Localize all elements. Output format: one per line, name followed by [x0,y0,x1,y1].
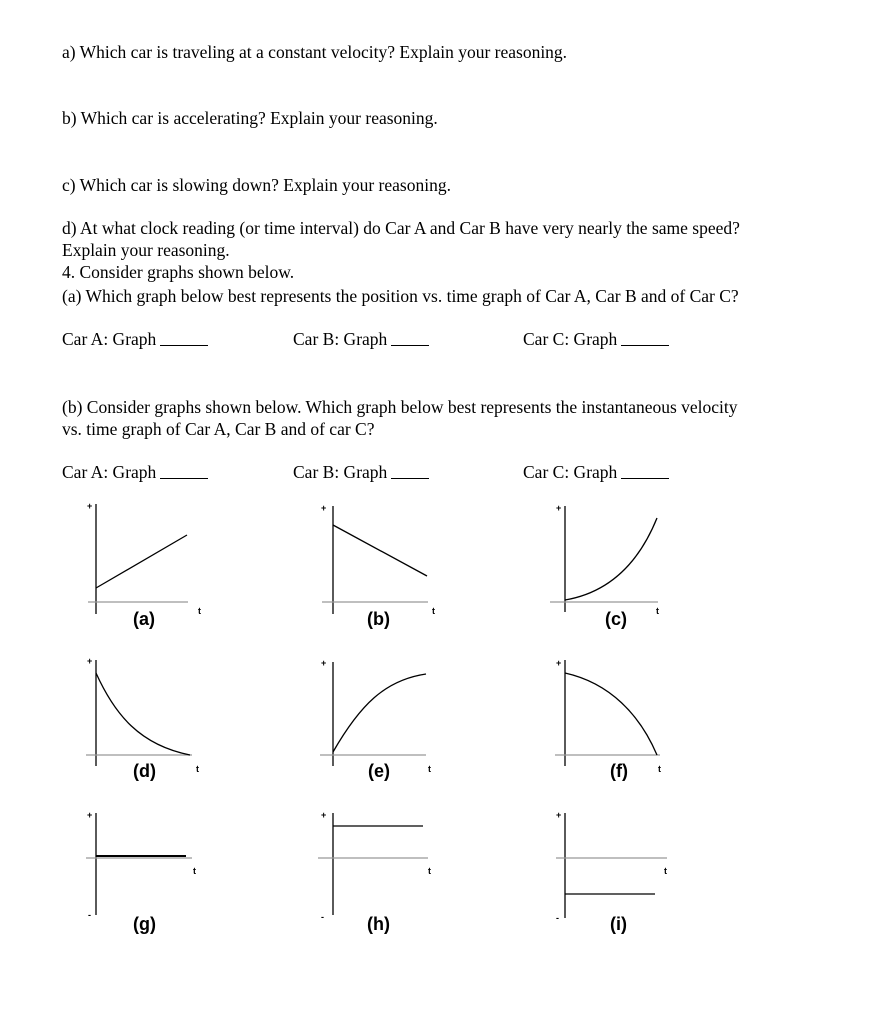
graph-label-b: (b) [367,609,390,629]
car-a-label: Car A: Graph [62,329,157,349]
graph-h [318,813,428,915]
question-4b-line2: vs. time graph of Car A, Car B and of car C? [62,419,375,439]
graph-f-curve [565,673,657,755]
graph-b-plus: + [321,503,327,513]
graph-b-line [333,525,427,576]
car-c-label: Car C: Graph [523,329,618,349]
graph-f-t: t [658,764,661,774]
graph-i-plus: + [556,810,562,820]
graph-h-minus: - [321,912,324,922]
graph-c [550,506,658,612]
graph-label-d: (d) [133,761,156,781]
question-c: c) Which car is slowing down? Explain your reasoning. [62,175,451,195]
graph-a [88,504,188,614]
graph-d-curve [96,673,190,755]
question-4a: (a) Which graph below best represents the position vs. time graph of Car A, Car B and of Car C? [62,286,739,306]
graph-g [86,813,192,915]
question-a: a) Which car is traveling at a constant velocity? Explain your reasoning. [62,42,568,62]
graph-h-plus: + [321,810,327,820]
graph-d-t: t [196,764,199,774]
graph-label-g: (g) [133,914,156,934]
graph-i-minus: - [556,913,559,923]
graph-e [320,662,426,766]
graph-label-f: (f) [610,761,628,781]
graph-g-t: t [193,866,196,876]
graph-d-plus: + [87,656,93,666]
question-4b-line1: (b) Consider graphs shown below. Which graph below best represents the instantaneous velocity [62,397,738,417]
car-a-label-2: Car A: Graph [62,462,157,482]
question-b: b) Which car is accelerating? Explain your reasoning. [62,108,438,128]
graph-d [86,660,192,766]
graph-label-a: (a) [133,609,155,629]
car-c-label-2: Car C: Graph [523,462,618,482]
graph-e-curve [333,674,426,752]
car-b-label: Car B: Graph [293,329,388,349]
graph-label-e: (e) [368,761,390,781]
question-d-line2: Explain your reasoning. [62,240,230,260]
graph-label-h: (h) [367,914,390,934]
graph-e-plus: + [321,658,327,668]
graph-f-plus: + [556,658,562,668]
car-b-label-2: Car B: Graph [293,462,388,482]
graph-a-line [96,535,187,588]
graph-b-t: t [432,606,435,616]
graph-i-t: t [664,866,667,876]
graph-i [556,813,667,918]
graph-b [322,506,428,614]
graph-c-t: t [656,606,659,616]
question-4: 4. Consider graphs shown below. [62,262,295,282]
question-d-line1: d) At what clock reading (or time interval) do Car A and Car B have very nearly the same speed? [62,218,740,238]
graph-g-minus: - [88,910,91,920]
graph-c-plus: + [556,503,562,513]
graph-g-plus: + [87,810,93,820]
graph-label-i: (i) [610,914,627,934]
graph-a-plus: + [87,501,93,511]
graph-a-t: t [198,606,201,616]
graph-label-c: (c) [605,609,627,629]
graph-c-curve [565,518,657,600]
graph-h-t: t [428,866,431,876]
graph-e-t: t [428,764,431,774]
graph-f [555,660,660,766]
